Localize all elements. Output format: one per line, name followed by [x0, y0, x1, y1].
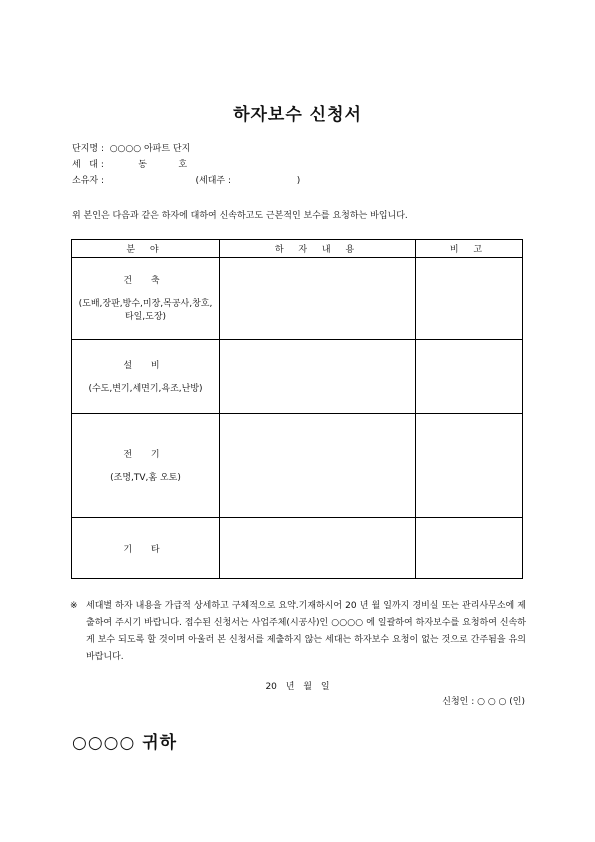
- defect-content-cell[interactable]: [220, 340, 416, 414]
- remarks-cell[interactable]: [416, 518, 523, 579]
- header-remarks: 비 고: [416, 240, 523, 258]
- category-name: 전 기: [123, 449, 168, 460]
- remarks-cell[interactable]: [416, 340, 523, 414]
- category-cell: [72, 258, 220, 340]
- table-header-row: [72, 240, 523, 258]
- reference-mark: ※: [70, 601, 78, 611]
- category-detail: (수도,변기,세면기,욕조,난방): [88, 383, 203, 394]
- document-title: 하자보수 신청서: [233, 105, 362, 125]
- table-row-electrical: [72, 414, 523, 518]
- category-cell: [72, 518, 220, 579]
- applicant-signature: 신청인 : ○ ○ ○ (인): [442, 697, 525, 707]
- submission-note: [70, 598, 526, 666]
- request-statement: 위 본인은 다음과 같은 하자에 대하여 신속하고도 근본적인 보수를 요청하는 바입니다.: [72, 211, 408, 221]
- table-row-equipment: [72, 340, 523, 414]
- note-text: 세대별 하자 내용을 가급적 상세하고 구체적으로 요약.기재하시어 20 년 월 일까지 경비실 또는 관리사무소에 제출하여 주시기 바랍니다. 접수된 신청서는 사업주체(시공사)인 ○○○○ 에 일괄하여 하자보수를 요청하여 신속하게 보수 되도록 할 것이며 아울러 본 신청서를 제출하지 않는 세대는 하자보수 요청이 없는 것으로 간주됨을 유의 바랍니다.: [86, 601, 526, 662]
- defect-content-cell[interactable]: [220, 414, 416, 518]
- table-row-architecture: [72, 258, 523, 340]
- category-detail: (도배,장판,방수,미장,목공사,창호,타일,도장): [78, 299, 213, 322]
- table-row-other: [72, 518, 523, 579]
- remarks-cell[interactable]: [416, 414, 523, 518]
- owner-line: 소유자 : (세대주 : ): [72, 176, 301, 186]
- defect-table: [71, 239, 523, 579]
- category-cell: [72, 340, 220, 414]
- category-name: 설 비: [123, 360, 168, 371]
- category-detail: (조명,TV,홈 오토): [110, 472, 181, 483]
- unit-line: 세 대 : 동 호: [72, 160, 188, 170]
- defect-content-cell[interactable]: [220, 258, 416, 340]
- complex-name-line: 단지명 : ○○○○ 아파트 단지: [72, 144, 191, 154]
- defect-content-cell[interactable]: [220, 518, 416, 579]
- header-category: 분 야: [72, 240, 220, 258]
- recipient-line: ○○○○ 귀하: [72, 733, 178, 753]
- category-name: 기 타: [123, 544, 168, 555]
- category-name: 건 축: [123, 276, 168, 286]
- application-date: 20 년 월 일: [265, 682, 330, 692]
- header-defect-content: 하 자 내 용: [220, 240, 416, 258]
- remarks-cell[interactable]: [416, 258, 523, 340]
- category-cell: [72, 414, 220, 518]
